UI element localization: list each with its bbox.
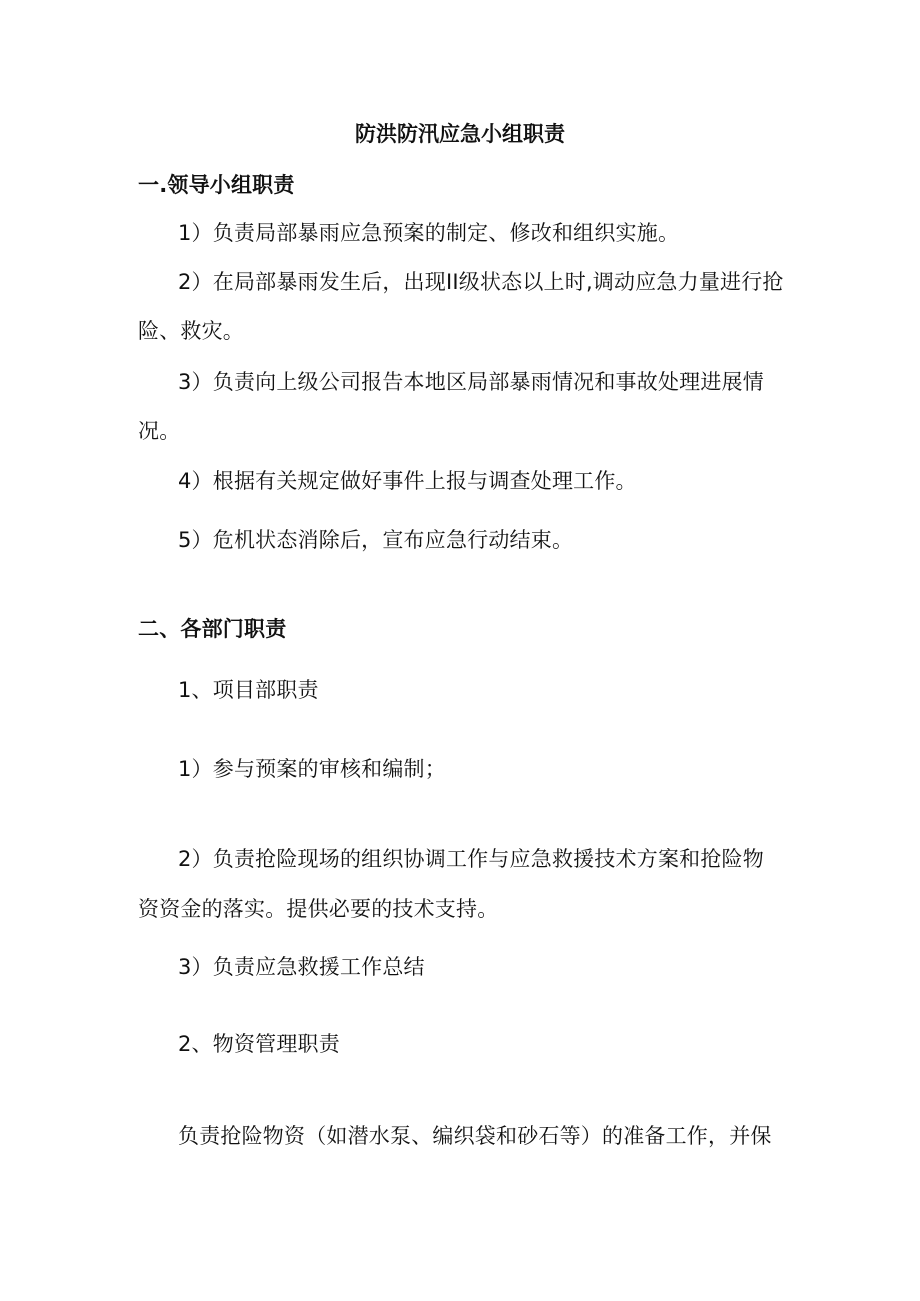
project-dept-item-3: 3）负责应急救援工作总结 [178,955,425,979]
project-dept-item-2-line-2: 资资金的落实。提供必要的技术支持。 [138,897,499,921]
leadership-item-4: 4）根据有关规定做好事件上报与调查处理工作。 [178,469,637,493]
project-dept-item-1: 1）参与预案的审核和编制； [178,757,446,781]
section-heading-departments: 二、各部门职责 [138,617,287,641]
materials-item-1: 负责抢险物资（如潜水泵、编织袋和砂石等）的准备工作，并保 [178,1124,772,1148]
subsection-title-project-dept: 1、项目部职责 [178,678,319,702]
leadership-item-3-line-1: 3）负责向上级公司报告本地区局部暴雨情况和事故处理进展情 [178,370,764,394]
leadership-item-2-line-2: 险、救灾。 [138,319,244,343]
document-title: 防洪防汛应急小组职责 [355,122,565,146]
leadership-item-2-line-1: 2）在局部暴雨发生后，出现II级状态以上时,调动应急力量进行抢 [178,270,784,294]
leadership-item-1: 1）负责局部暴雨应急预案的制定、修改和组织实施。 [178,221,680,245]
project-dept-item-2-line-1: 2）负责抢险现场的组织协调工作与应急救援技术方案和抢险物 [178,847,764,871]
section-heading-leadership: 一.领导小组职责 [138,173,295,197]
leadership-item-5: 5）危机状态消除后，宣布应急行动结束。 [178,528,574,552]
leadership-item-3-line-2: 况。 [138,419,181,443]
subsection-title-materials: 2、物资管理职责 [178,1032,340,1056]
